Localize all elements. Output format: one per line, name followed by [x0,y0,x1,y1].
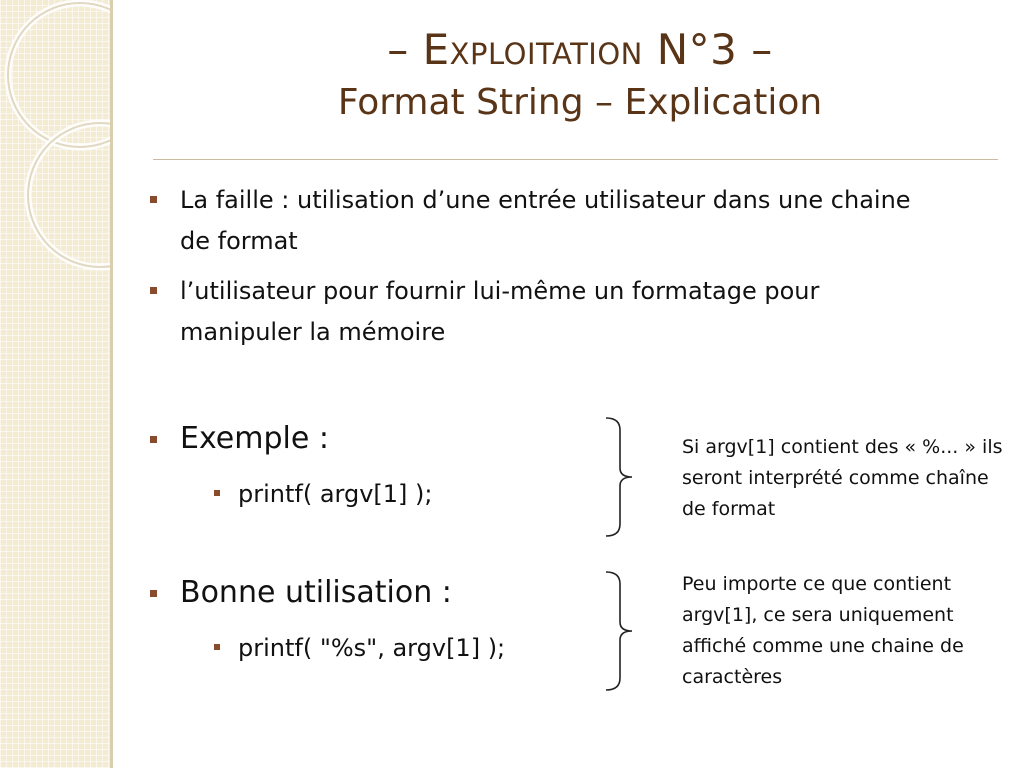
sub-bullet-item [238,477,433,511]
decorative-circles [0,0,113,768]
decorative-side-strip [0,0,113,768]
slide-title [150,22,1010,128]
bullet-item [180,271,940,353]
title-line-1: – Exploitation N°3 – [387,25,773,74]
bullet-marker-icon [150,436,157,443]
bullet-marker-icon [150,196,157,203]
note-text: Peu importe ce que contient argv[1], ce sera uniquement affiché comme une chaine de caractères [682,573,964,688]
bullet-item [180,572,452,614]
title-divider [153,159,998,160]
bullet-text: La faille : utilisation d’une entrée utilisateur dans une chaine de format [180,186,911,255]
side-strip-edge [110,0,113,768]
sub-bullet-item [238,631,505,665]
right-brace-icon [600,570,640,692]
sub-bullet-text: printf( "%s", argv[1] ); [238,634,506,662]
bullet-text: Exemple : [180,421,329,456]
sub-bullet-text: printf( argv[1] ); [238,480,433,508]
bullet-item [180,180,940,262]
bullet-text: Bonne utilisation : [180,575,452,610]
bullet-item [180,418,329,460]
sub-bullet-marker-icon [214,644,220,650]
sub-bullet-marker-icon [214,490,220,496]
bullet-text: l’utilisateur pour fournir lui-même un formatage pour manipuler la mémoire [180,277,820,346]
title-line-2: Format String – Explication [337,82,823,123]
note-text: Si argv[1] contient des « %... » ils seront interprété comme chaîne de format [682,436,1003,520]
bullet-marker-icon [150,287,157,294]
bullet-marker-icon [150,590,157,597]
right-brace-icon [600,416,640,538]
